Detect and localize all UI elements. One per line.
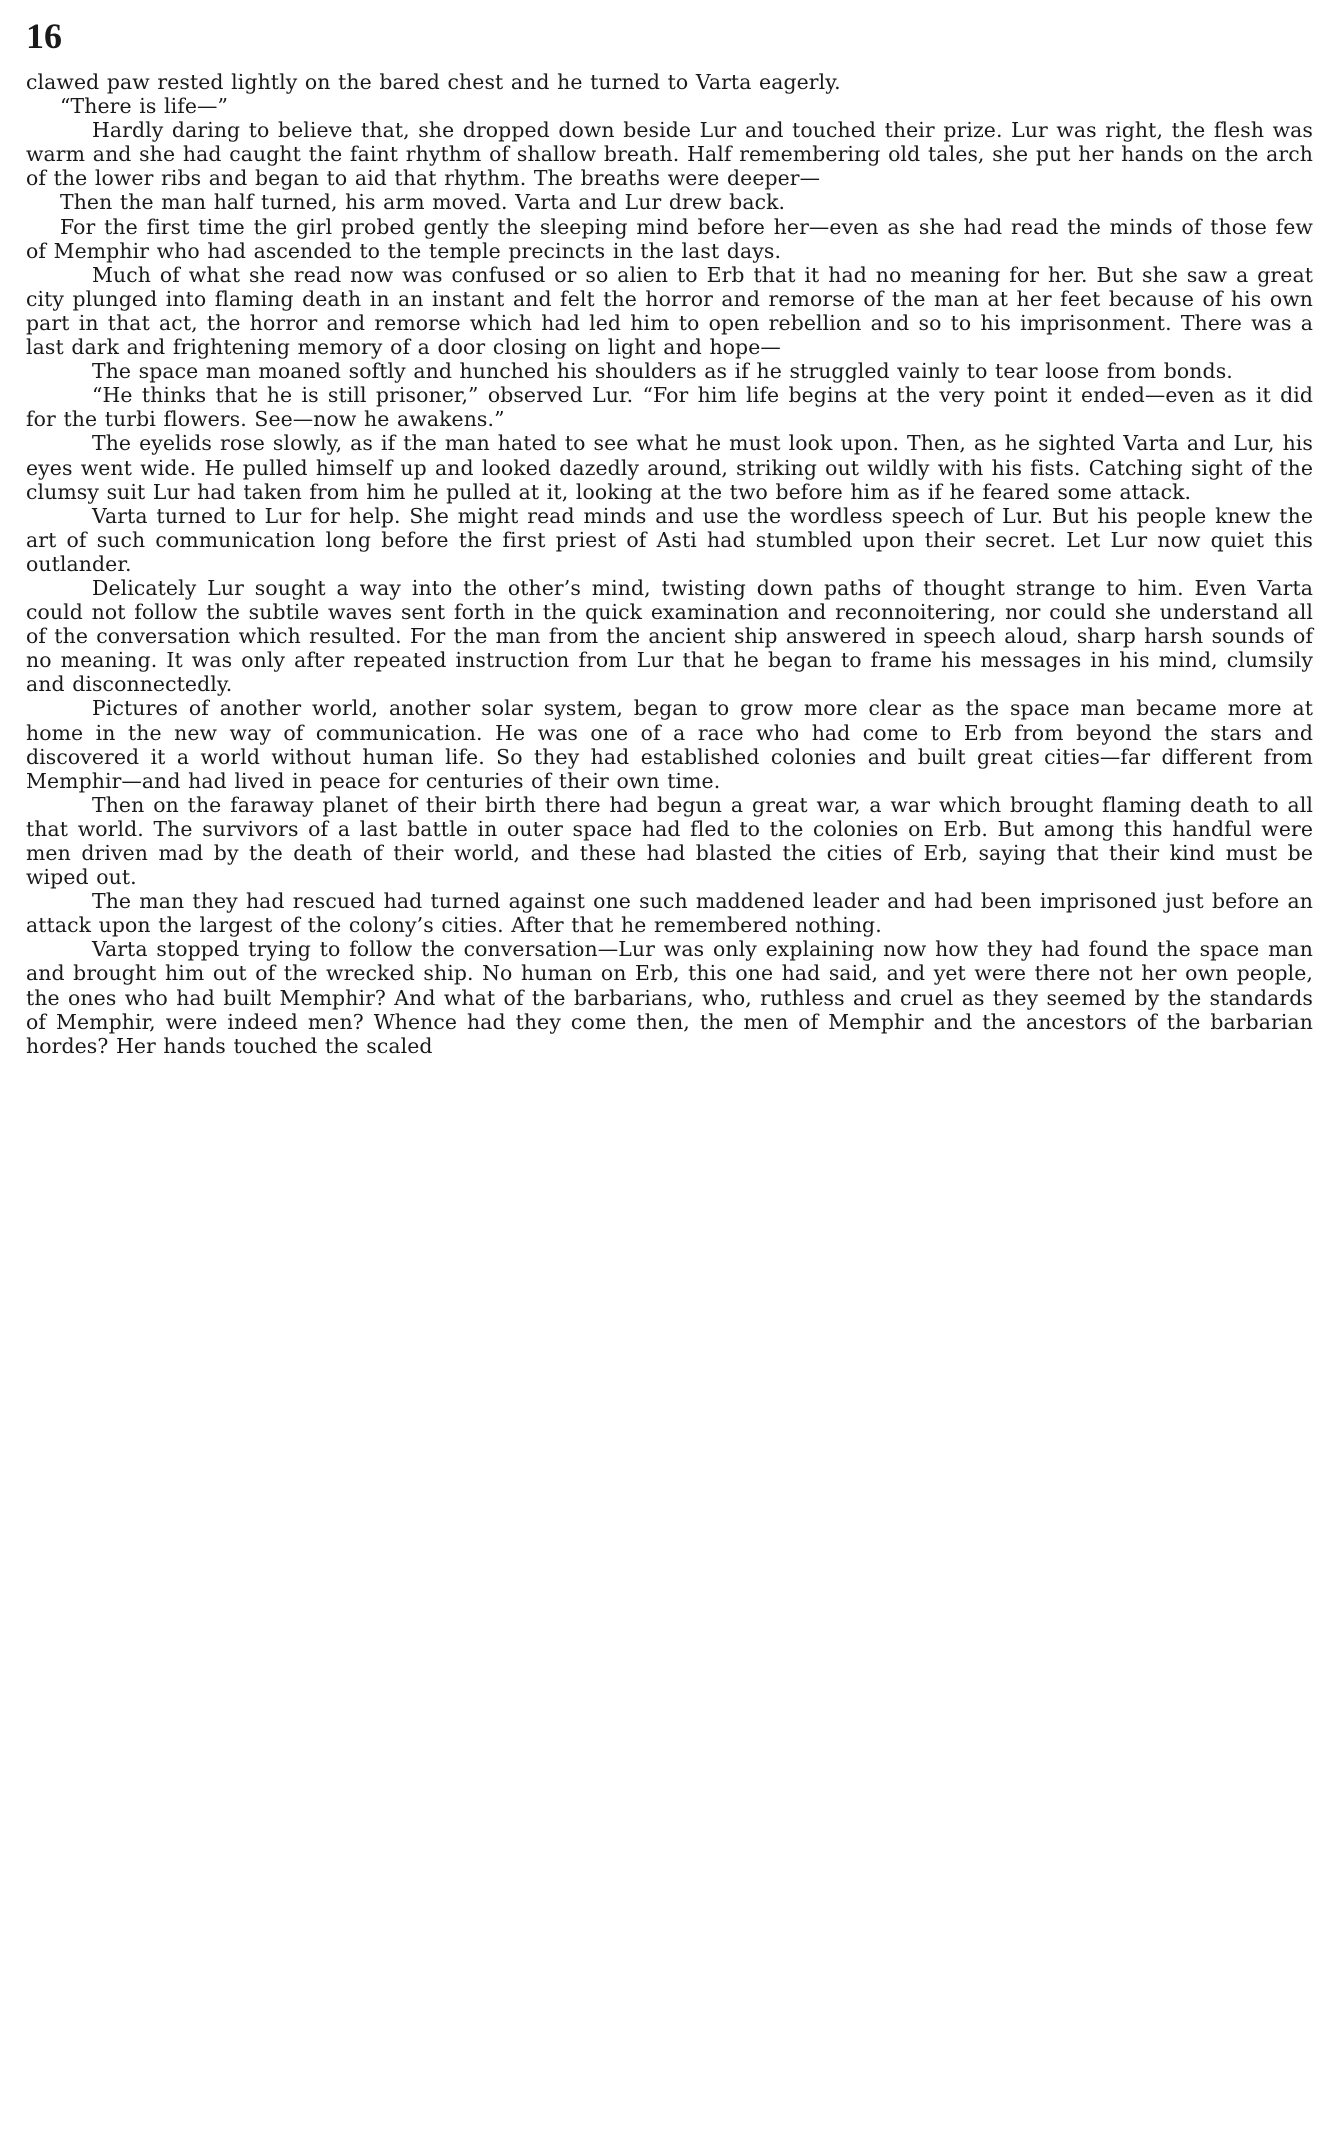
paragraph: “There is life—” (60, 94, 229, 119)
paragraph: The eyelids rose slowly, as if the man hated to see what he must look upon. Then, as he sighted Varta and Lur, his eyes went wide. He pulled himself up and looked dazedly around, striking out wildly with his fists. Catching sight of the clumsy suit Lur had taken from him he pulled at it, looking at the two before him as if he feared some attack. (26, 431, 1313, 504)
page-number: 16 (26, 16, 62, 56)
paragraph: clawed paw rested lightly on the bared chest and he turned to Varta eagerly. (26, 70, 841, 94)
paragraph: For the first time the girl probed gently the sleeping mind before her—even as she had read the minds of those few of Memphir who had ascended to the temple precincts in the last days. (26, 214, 1313, 263)
paragraph: Pictures of another world, another solar system, began to grow more clear as the space man became more at home in the new way of communication. He was one of a race who had come to Erb from beyond the stars and discovered it a world without human life. So they had established colonies and built great cities—far different from Memphir—and had lived in peace for centuries of their own time. (26, 696, 1313, 793)
paragraph: Then on the faraway planet of their birth there had begun a great war, a war which brought flaming death to all that world. The survivors of a last battle in outer space had fled to the colonies on Erb. But among this handful were men driven mad by the death of their world, and these had blasted the cities of Erb, saying that their kind must be wiped out. (26, 792, 1313, 890)
paragraph: “He thinks that he is still prisoner,” observed Lur. “For him life begins at the very point it ended—even as it did for the turbi flowers. See—now he awakens.” (26, 383, 1313, 432)
paragraph: Varta turned to Lur for help. She might read minds and use the wordless speech of Lur. But his people knew the art of such communication long before the first priest of Asti had stumbled upon their secret. Let Lur now quiet this outlander. (26, 503, 1313, 576)
body-text (26, 70, 1313, 1058)
paragraph: Delicately Lur sought a way into the other’s mind, twisting down paths of thought strange to him. Even Varta could not follow the subtile waves sent forth in the quick examination and reconnoitering, nor could she understand all of the conversation which resulted. For the man from the ancient ship answered in speech aloud, sharp harsh sounds of no meaning. It was only after repeated instruction from Lur that he began to frame his messages in his mind, clumsily and disconnectedly. (26, 575, 1313, 697)
paragraph: Hardly daring to believe that, she dropped down beside Lur and touched their prize. Lur was right, the flesh was warm and she had caught the faint rhythm of shallow breath. Half remembering old tales, she put her hands on the arch of the lower ribs and began to aid that rhythm. The breaths were deeper— (26, 118, 1313, 191)
paragraph: Varta stopped trying to follow the conversation—Lur was only explaining now how they had found the space man and brought him out of the wrecked ship. No human on Erb, this one had said, and yet were there not her own people, the ones who had built Memphir? And what of the barbarians, who, ruthless and cruel as they seemed by the standards of Memphir, were indeed men? Whence had they come then, the men of Memphir and the ancestors of the barbarian hordes? Her hands touched the scaled (26, 937, 1313, 1058)
paragraph: Then the man half turned, his arm moved. Varta and Lur drew back. (60, 190, 786, 215)
paragraph: The space man moaned softly and hunched his shoulders as if he struggled vainly to tear loose from bonds. (92, 359, 1233, 384)
paragraph: The man they had rescued had turned against one such maddened leader and had been imprisoned just before an attack upon the largest of the colony’s cities. After that he remembered nothing. (26, 889, 1313, 938)
paragraph: Much of what she read now was confused or so alien to Erb that it had no meaning for her. But she saw a great city plunged into flaming death in an instant and felt the horror and remorse of the man at her feet because of his own part in that act, the horror and remorse which had led him to open rebellion and so to his imprisonment. There was a last dark and frightening memory of a door closing on light and hope— (26, 262, 1313, 360)
